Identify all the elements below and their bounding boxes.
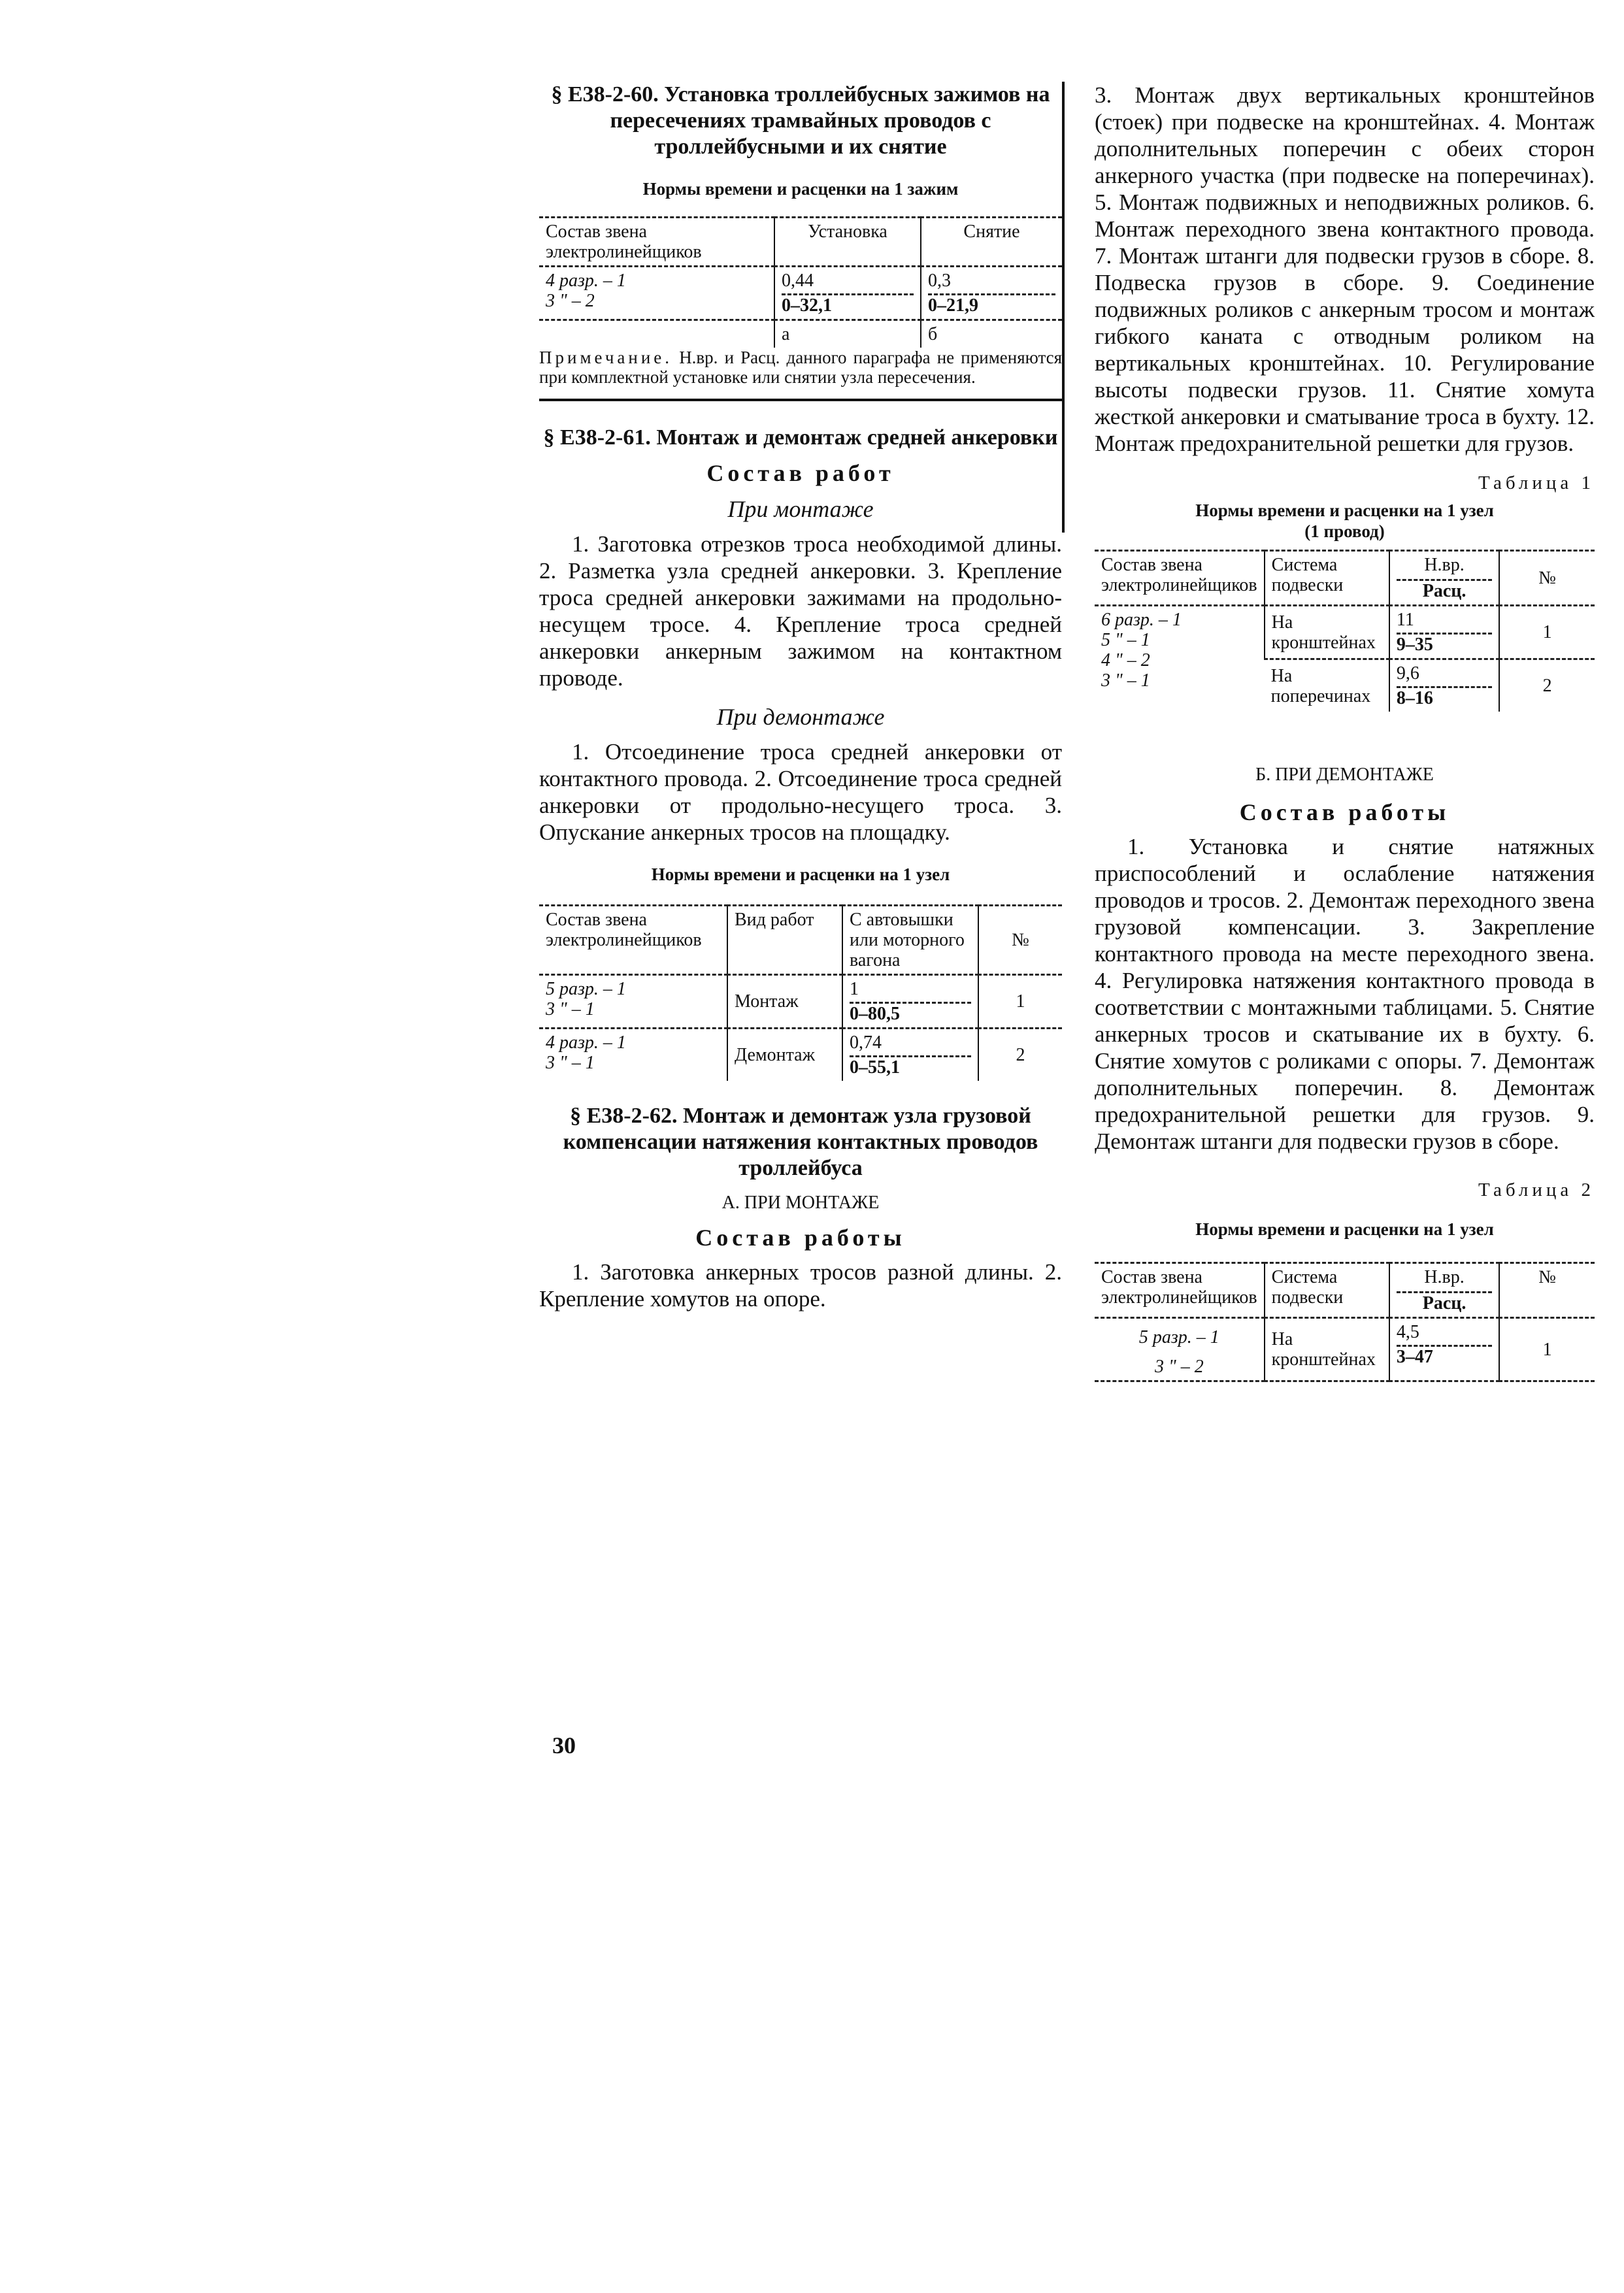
section-title: § Е38-2-62. Монтаж и демонтаж узла грузовой компенсации натяжения контактных проводов троллейбуса	[563, 1104, 1038, 1180]
mount-heading: При монтаже	[727, 496, 874, 522]
header-removal: Снятие	[921, 218, 1062, 267]
norms-subtitle: Нормы времени и расценки на 1 зажим	[642, 179, 959, 199]
section-title: § Е38-2-61. Монтаж и демонтаж средней анкеровки	[543, 425, 1058, 450]
norm-value: 11	[1396, 610, 1414, 630]
composition-text: 1. Установка и снятие натяжных приспособлений и ослабление натяжения проводов и тросов. 2. Демонтаж переходного звена грузовой компенсации. 3. Закрепление контактного провода на месте переходного звена. 4. Регулировка натяжения контактного провода в соответствии с монтажными таблицами. 5. Снятие анкерных тросов и скатывание их в бухту. 6. Снятие хомутов с роликами с опоры. 7. Демонтаж дополнительных поперечин. 8. Демонтаж предохранительной решетки для грузов. 9. Демонтаж штанги для подвески грузов в сборе.	[1095, 834, 1595, 1154]
crew-line: 4 разр. – 1	[546, 1032, 626, 1053]
continuation-text: 3. Монтаж двух вертикальных кронштейнов (стоек) при подвеске на кронштейнах. 4. Монтаж дополнительных поперечин с обеих сторон анкерного участка (при подвеске на поперечинах). 5. Монтаж подвижных и неподвижных роликов. 6. Монтаж переходного звена контактного провода. 7. Монтаж штанги для подвески грузов в сборе. 8. Подвеска грузов в сборе. 9. Соединение подвижных роликов с анкерным тросом и монтаж гибкого каната с отводным роликом на вертикальных кронштейнах. 10. Регулирование высоты подвески грузов. 11. Снятие хомута жесткой анкеровки и сматывание троса в бухту. 12. Монтаж предохранительной решетки для грузов.	[1095, 82, 1595, 456]
crew-line: 3 " – 2	[546, 291, 595, 311]
rate-value: 9–35	[1397, 633, 1492, 655]
table-row	[539, 1029, 1062, 1081]
left-column	[539, 82, 1062, 1312]
page-number: 30	[552, 1732, 576, 1758]
header-no: №	[978, 906, 1062, 975]
row-number: 1	[1499, 1318, 1595, 1381]
norm-value: 0,44	[782, 271, 814, 291]
crew-line: 3 " – 1	[546, 1053, 595, 1073]
table-row	[1095, 1318, 1595, 1381]
crew-line: 3 " – 2	[1154, 1357, 1204, 1377]
header-system: Система подвески	[1265, 551, 1389, 606]
header-no: №	[1499, 551, 1595, 606]
footnote-text: Н.вр. и Расц. данного параграфа не применяются при комплектной установке или снятии узла пересечения.	[539, 348, 1062, 387]
composition-heading: Состав работы	[1239, 799, 1450, 825]
norms-table-1	[1095, 550, 1595, 712]
rate-value: 3–47	[1397, 1345, 1492, 1367]
crew-line: 3 " – 1	[1101, 670, 1150, 691]
rate-value: 0–32,1	[782, 293, 914, 316]
rate-value: 0–21,9	[928, 293, 1055, 316]
section-e38-2-61	[539, 425, 1062, 1081]
suspension-system: На кронштейнах	[1265, 606, 1389, 659]
header-crew: Состав звена электролинейщиков	[1101, 1267, 1257, 1308]
footnote-lead: Примечание.	[539, 348, 673, 367]
row-number: 2	[1499, 659, 1595, 712]
norm-value: 0,74	[850, 1032, 882, 1053]
norms-subtitle: Нормы времени и расценки на 1 узел	[1195, 1219, 1494, 1239]
suspension-system: На кронштейнах	[1265, 1318, 1389, 1381]
section-title: § Е38-2-60. Установка троллейбусных зажимов на пересечениях трамвайных проводов с троллейбусными и их снятие	[551, 82, 1050, 159]
composition-heading: Состав работ	[706, 460, 895, 486]
crew-line: 5 " – 1	[1101, 630, 1150, 650]
norms-unit: (1 провод)	[1304, 521, 1385, 541]
norms-table-61	[539, 904, 1062, 1081]
header-install: Установка	[774, 218, 921, 267]
header-work: Вид работ	[727, 906, 842, 975]
right-column	[1095, 82, 1595, 1382]
suspension-system: На поперечинах	[1270, 665, 1371, 706]
column-rule	[1062, 82, 1065, 533]
section-e38-2-62	[539, 1103, 1062, 1312]
header-system: Система подвески	[1265, 1263, 1389, 1318]
norms-subtitle: Нормы времени и расценки на 1 узел	[1195, 501, 1494, 520]
header-crew: Состав звена электролинейщиков	[546, 222, 702, 262]
crew-line: 4 разр. – 1	[546, 271, 626, 291]
header-norm: Н.вр.	[1424, 1267, 1465, 1287]
section-e38-2-60	[539, 82, 1062, 401]
header-rate: Расц.	[1397, 579, 1492, 601]
dismount-text: 1. Отсоединение троса средней анкеровки от контактного провода. 2. Отсоединение троса средней анкеровки от продольно-несущего троса. 3. Опускание анкерных тросов на площадку.	[539, 739, 1062, 845]
header-norm: Н.вр.	[1424, 555, 1465, 575]
header-crew: Состав звена электролинейщиков	[546, 910, 702, 950]
header-crew: Состав звена электролинейщиков	[1101, 555, 1257, 595]
rate-value: 0–80,5	[850, 1002, 971, 1024]
table-row	[539, 975, 1062, 1029]
rate-value: 0–55,1	[850, 1055, 971, 1078]
subsection-b-heading: Б. ПРИ ДЕМОНТАЖЕ	[1255, 765, 1434, 785]
row-number: 1	[1499, 606, 1595, 659]
row-number: 1	[978, 975, 1062, 1029]
norm-value: 1	[850, 979, 859, 999]
norms-subtitle: Нормы времени и расценки на 1 узел	[651, 865, 950, 884]
footnote	[539, 348, 1062, 401]
header-source: С автовышки или моторного вагона	[842, 906, 978, 975]
crew-line: 5 разр. – 1	[546, 979, 626, 999]
work-type: Монтаж	[727, 975, 842, 1029]
rate-value: 8–16	[1397, 686, 1492, 708]
mount-text: 1. Заготовка отрезков троса необходимой длины. 2. Разметка узла средней анкеровки. 3. Крепление троса средней анкеровки зажимами на продольно-несущем тросе. 4. Крепление троса средней анкеровки анкерным зажимом на контактном проводе.	[539, 531, 1062, 691]
norm-value: 4,5	[1396, 1322, 1419, 1342]
table-label: Таблица 2	[1478, 1179, 1595, 1200]
header-rate: Расц.	[1397, 1291, 1492, 1313]
dismount-heading: При демонтаже	[716, 704, 885, 730]
norms-table-60	[539, 216, 1062, 348]
crew-line: 4 " – 2	[1101, 650, 1150, 670]
crew-line: 6 разр. – 1	[1101, 610, 1182, 630]
column-marks-row	[539, 320, 1062, 348]
crew-line: 3 " – 1	[546, 999, 595, 1019]
composition-heading: Состав работы	[695, 1225, 906, 1251]
table-row	[1095, 606, 1595, 659]
norm-value: 0,3	[928, 271, 951, 291]
composition-text: 1. Заготовка анкерных тросов разной длины. 2. Крепление хомутов на опоре.	[539, 1259, 1062, 1311]
table-row	[539, 267, 1062, 320]
norm-value: 9,6	[1396, 663, 1419, 684]
crew-line: 5 разр. – 1	[1138, 1327, 1219, 1347]
norms-table-2	[1095, 1262, 1595, 1382]
column-mark: б	[921, 320, 1062, 348]
row-number: 2	[978, 1029, 1062, 1081]
subsection-a-heading: А. ПРИ МОНТАЖЕ	[721, 1193, 880, 1213]
header-no: №	[1499, 1263, 1595, 1318]
work-type: Демонтаж	[727, 1029, 842, 1081]
column-mark: а	[774, 320, 921, 348]
table-label: Таблица 1	[1478, 472, 1595, 493]
